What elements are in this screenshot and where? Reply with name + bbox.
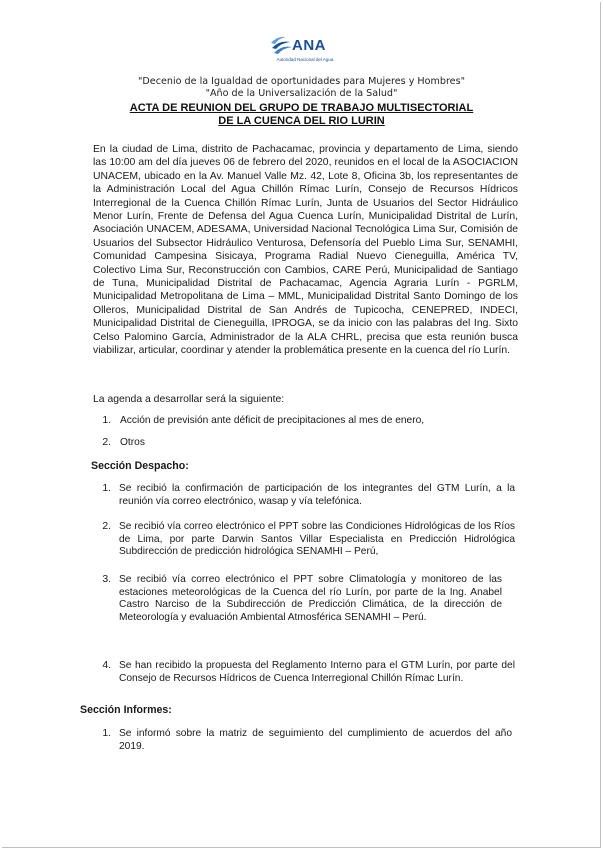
intro-paragraph: En la ciudad de Lima, distrito de Pachacamac, provincia y departamento de Lima, siendo las 10:00 am del día jueves 06 de febrero del 2020, reunidos en el local de la ASOCIACION UNACEM, ubicado en la Av. Manuel Valle Mz. 42, Lote 8, Oficina 3b, los representantes de la Administración Local del Agua Chillón Rímac Lurín, Consejo de Recursos Hídricos Interregional de la Cuenca Chillón Rímac Lurín, Junta de Usuarios del Sector Hidráulico Menor Lurín, Frente de Defensa del Agua Cuenca Lurín, Municipalidad Distrital de Lurín, Asociación UNACEM, ADESAMA, Universidad Nacional Tecnológica Lima Sur, Comisión de Usuarios del Subsector Hidráulico Venturosa, Defensoría del Pueblo Lima Sur, SENAMHI, Comunidad Campesina Sisicaya, Programa Radial Nuevo Cieneguilla, América TV, Colectivo Lima Sur, Reconstrucción con Cambios, CARE Perú, Municipalidad de Santiago de Tuna, Municipalidad Distrital de Pachacamac, Agencia Agraria Lurín - PGRLM, Municipalidad Metropolitana de Lima – MML, Municipalidad Distrital Santo Domingo de los Olleros, Municipalidad Distrital de San Andrés de Tupicocha, CENEPRED, INDECI, Municipalidad Distrital de Cieneguilla, IPROGA, se da inicio con las palabras del Ing. Sixto Celso Palomino García, Administrador de la ALA CHRL, precisa que esta reunión busca viabilizar, articular, coordinar y atender la problemática presente en la cuenca del río Lurín.: [93, 144, 518, 357]
agenda-item-number: 1.: [102, 415, 111, 426]
despacho-item-text: Se recibió vía correo electrónico el PPT sobre Climatología y monitoreo de las estaciones meteorológicas de la Cuenca del río Lurín, por parte de la Ing. Anabel Castro Narciso de la Subdirección de Predicción Climática, de la dirección de Meteorología y evaluación Ambiental Atmosférica SENAMHI – Perú.: [119, 574, 502, 623]
decade-line-1: "Decenio de la Igualdad de oportunidades para Mujeres y Hombres": [138, 76, 465, 87]
informes-item-number: 1.: [102, 728, 111, 739]
water-drops-icon: [270, 34, 294, 56]
agenda-item-text: Acción de previsión ante déficit de precipitaciones al mes de enero,: [120, 415, 425, 426]
despacho-item-number: 1.: [102, 483, 111, 494]
document-title-line-2: DE LA CUENCA DEL RIO LURIN: [218, 115, 385, 127]
despacho-item-text: Se recibió la confirmación de participación de los integrantes del GTM Lurín, a la reunión vía correo electrónico, wasap y vía telefónica.: [119, 483, 515, 507]
logo-word: ANA: [292, 37, 326, 54]
document-title-line-1: ACTA DE REUNION DEL GRUPO DE TRABAJO MULTISECTORIAL: [129, 102, 474, 114]
agenda-item-number: 2.: [102, 437, 111, 448]
agenda-intro: La agenda a desarrollar será la siguiente:: [93, 394, 285, 405]
ana-logo: [270, 34, 340, 68]
despacho-item-number: 2.: [102, 521, 111, 532]
section-informes-heading: Sección Informes:: [80, 704, 172, 716]
section-despacho-heading: Sección Despacho:: [91, 460, 189, 472]
document-page: [2, 2, 601, 848]
despacho-item-number: 4.: [102, 660, 111, 671]
despacho-item-text: Se han recibido la propuesta del Reglamento Interno para el GTM Lurín, por parte del Consejo de Recursos Hídricos de Cuenca Interregional Chillón Rímac Lurín.: [119, 660, 515, 684]
agenda-item-text: Otros: [120, 437, 145, 448]
decade-line-2: "Año de la Universalización de la Salud": [205, 88, 398, 99]
despacho-item-text: Se recibió vía correo electrónico el PPT sobre las Condiciones Hidrológicas de los Ríos de Lima, por parte Darwin Santos Villar Especialista en Predicción Hidrológica Subdirección de predicción hidrológica SENAMHI – Perú,: [119, 521, 515, 558]
informes-item-text: Se informó sobre la matriz de seguimiento del cumplimiento de acuerdos del año 2019.: [119, 728, 512, 752]
despacho-item-number: 3.: [102, 574, 111, 585]
logo-subtitle: Autoridad Nacional del Agua: [276, 57, 334, 62]
